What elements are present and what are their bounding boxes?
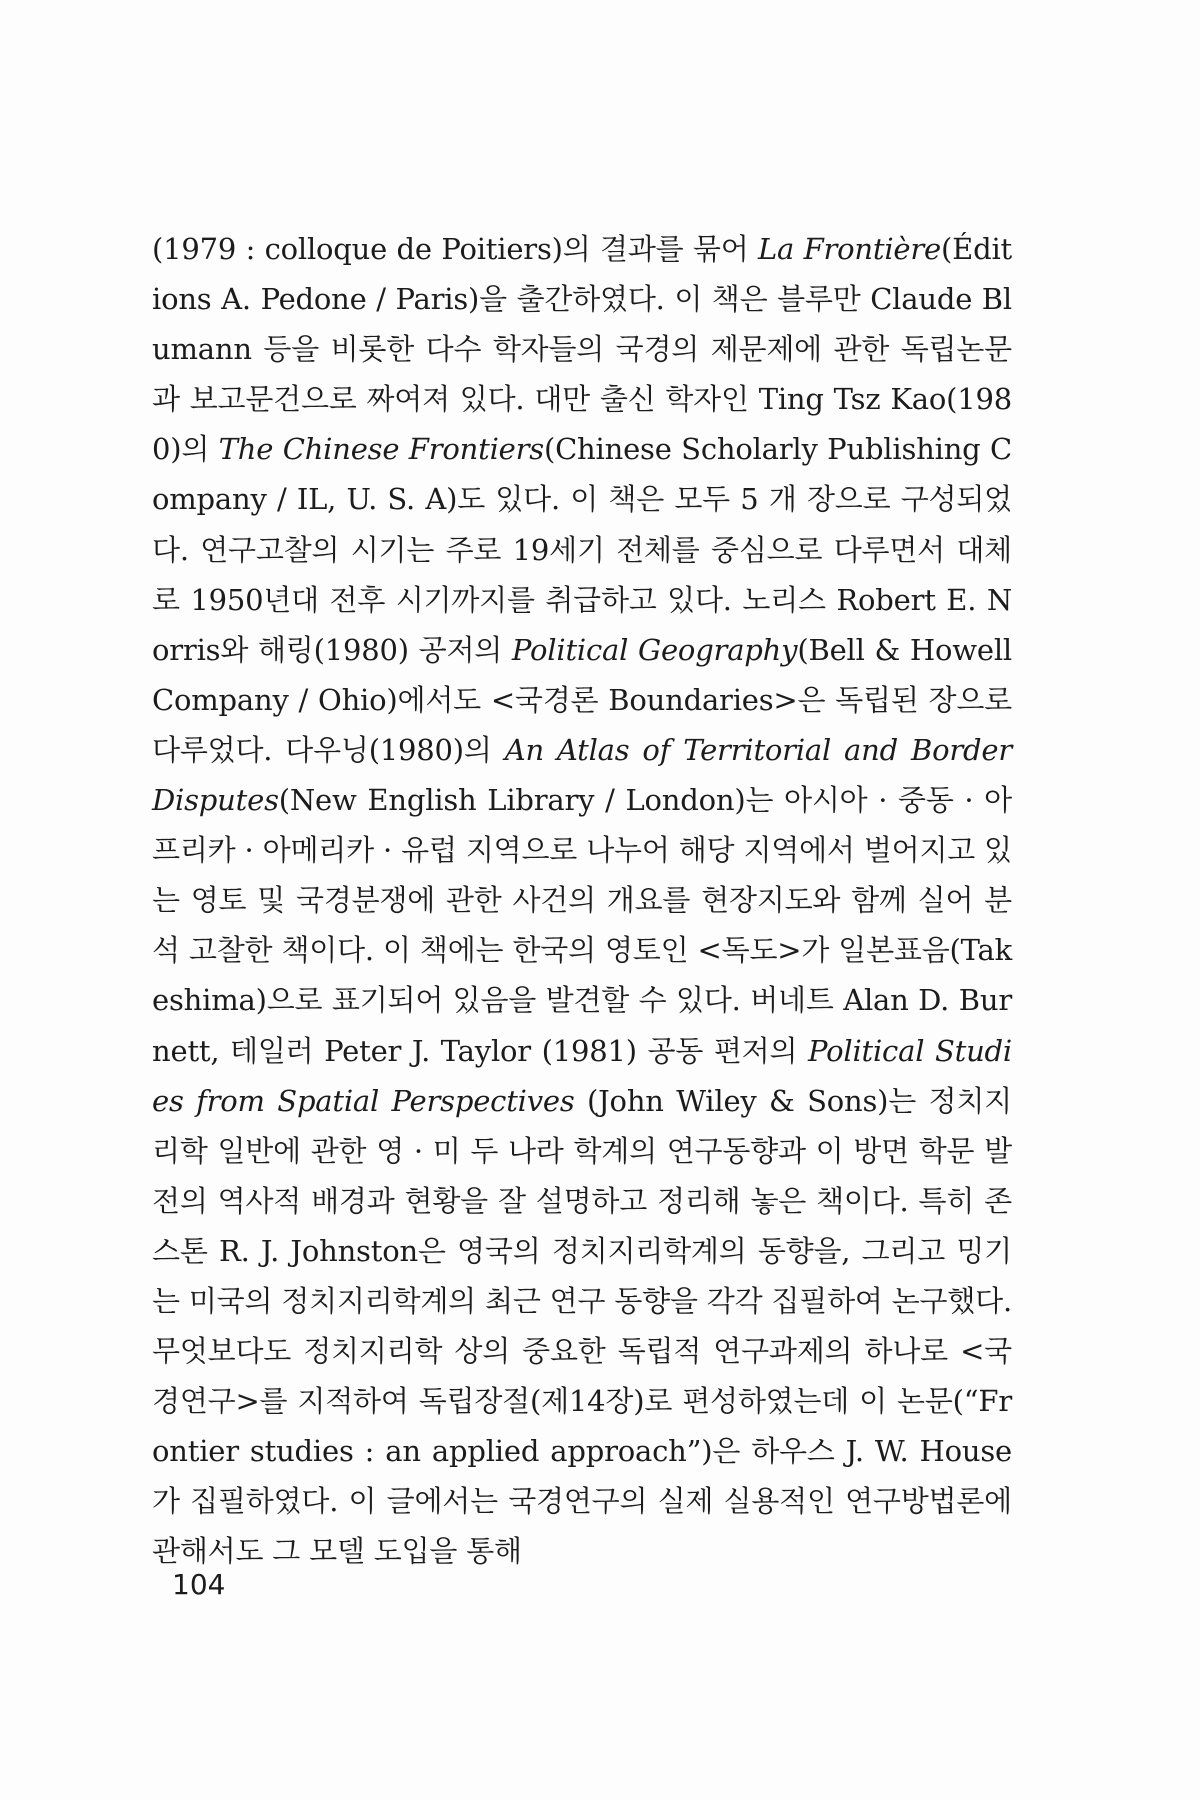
- paragraph-text: [152, 224, 1012, 1577]
- book-title-la-frontiere: La Frontière: [757, 232, 942, 266]
- text-segment: (Chinese Scholarly Publishing Company / IL, U. S. A)도 있다. 이 책은 모두 5 개 장으로 구성되었다. 연구고찰의 시기는 주로 19세기 전체를 중심으로 다루면서 대체로 1950년대 전후 시기까지를 취급하고 있다. 노리스 Robert E. Norris와 해링(1980) 공저의: [152, 432, 1012, 667]
- book-title-atlas-disputes: An Atlas of Territorial and Border Disputes: [152, 732, 1012, 818]
- text-segment: (1979 : colloque de Poitiers)의 결과를 묶어: [152, 232, 758, 266]
- book-title-political-studies: Political Studies from Spatial Perspectives: [152, 1033, 1012, 1118]
- book-title-political-geography: Political Geography: [511, 632, 798, 667]
- body-paragraph: [152, 224, 1012, 1577]
- book-title-chinese-frontiers: The Chinese Frontiers: [218, 432, 544, 467]
- text-segment: (Bell & Howell Company / Ohio)에서도 <국경론 Boundaries>은 독립된 장으로 다루었다. 다우닝(1980)의: [152, 632, 1013, 767]
- page-number: 104: [172, 1568, 226, 1601]
- text-segment: (Éditions A. Pedone / Paris)을 출간하였다. 이 책은 블루만 Claude Blumann 등을 비롯한 다수 학자들의 국경의 제문제에 관한 독립논문과 보고문건으로 짜여져 있다. 대만 출신 학자인 Ting Tsz Kao(1980)의: [152, 232, 1012, 467]
- text-segment: (John Wiley & Sons)는 정치지리학 일반에 관한 영 · 미 두 나라 학계의 연구동향과 이 방면 학문 발전의 역사적 배경과 현황을 잘 설명하고 정리해 놓은 책이다. 특히 존스톤 R. J. Johnston은 영국의 정치지리학계의 동향을, 그리고 밍기는 미국의 정치지리학계의 최근 연구 동향을 각각 집필하여 논구했다. 무엇보다도 정치지리학 상의 중요한 독립적 연구과제의 하나로 <국경연구>를 지적하여 독립장절(제14장)로 편성하였는데 이 논문(“Frontier studies : an applied approach”)은 하우스 J. W. House가 집필하였다. 이 글에서는 국경연구의 실제 실용적인 연구방법론에 관해서도 그 모델 도입을 통해: [152, 1083, 1012, 1569]
- text-segment: (New English Library / London)는 아시아 · 중동 · 아프리카 · 아메리카 · 유럽 지역으로 나누어 해당 지역에서 벌어지고 있는 영토 및 국경분쟁에 관한 사건의 개요를 현장지도와 함께 실어 분석 고찰한 책이다. 이 책에는 한국의 영토인 <독도>가 일본표음(Takeshima)으로 표기되어 있음을 발견할 수 있다. 버네트 Alan D. Burnett, 테일러 Peter J. Taylor (1981) 공동 편저의: [152, 783, 1012, 1068]
